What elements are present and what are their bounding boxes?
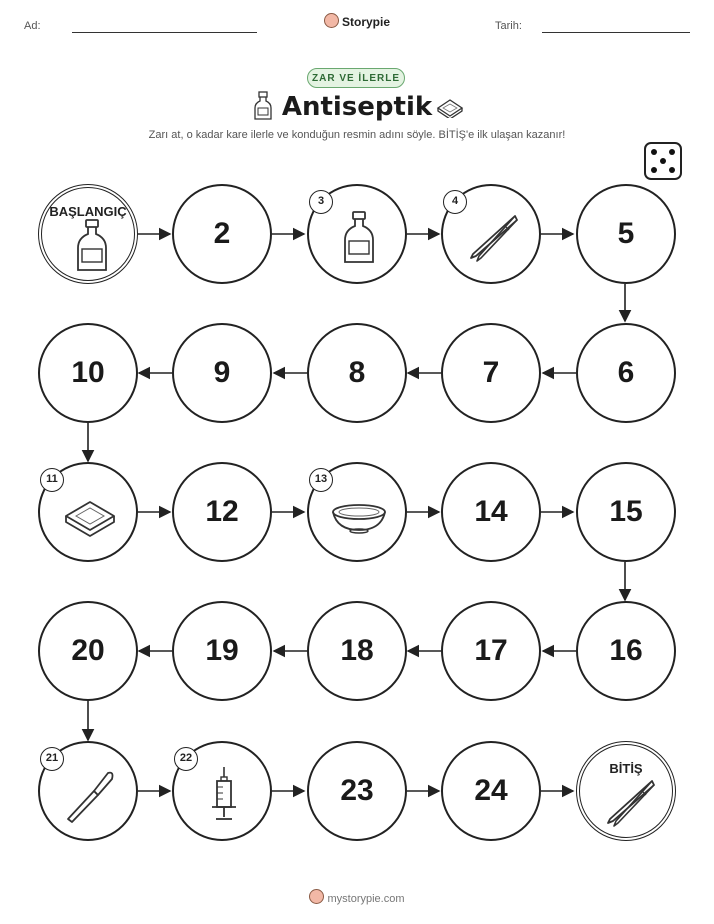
square-number-badge: 22 (174, 747, 198, 771)
square-number: 7 (482, 356, 500, 389)
finish-label: BİTİŞ (609, 761, 643, 776)
board-square-5[interactable] (576, 184, 676, 284)
finish-square[interactable] (576, 741, 676, 841)
board-square-23[interactable] (307, 741, 407, 841)
square-number-badge: 21 (40, 747, 64, 771)
square-number: 9 (213, 356, 231, 389)
footer-url[interactable]: mystorypie.com (327, 893, 405, 905)
square-number: 15 (609, 495, 643, 528)
board-square-18[interactable] (307, 601, 407, 701)
board-square-8[interactable] (307, 323, 407, 423)
square-number-badge: 4 (443, 190, 467, 214)
board-square-19[interactable] (172, 601, 272, 701)
board-square-10[interactable] (38, 323, 138, 423)
board-square-12[interactable] (172, 462, 272, 562)
tweezers-icon (463, 208, 523, 268)
square-number: 16 (609, 634, 643, 667)
board-square-7[interactable] (441, 323, 541, 423)
board-square-16[interactable] (576, 601, 676, 701)
syringe-icon (194, 765, 254, 825)
board-square-15[interactable] (576, 462, 676, 562)
storypie-logo-icon (309, 889, 324, 904)
square-number: 18 (340, 634, 374, 667)
bowl-icon (329, 486, 389, 546)
gauze-icon (60, 486, 120, 546)
square-number: 23 (340, 774, 374, 807)
brand-name: Storypie (341, 15, 390, 29)
board-square-14[interactable] (441, 462, 541, 562)
board-square-6[interactable] (576, 323, 676, 423)
board-square-2[interactable] (172, 184, 272, 284)
square-number-badge: 3 (309, 190, 333, 214)
square-number: 2 (213, 217, 231, 250)
square-number: 10 (71, 356, 105, 389)
board-square-20[interactable] (38, 601, 138, 701)
board-square-9[interactable] (172, 323, 272, 423)
square-number-badge: 13 (309, 468, 333, 492)
square-number: 14 (474, 495, 508, 528)
bottle-icon (329, 208, 389, 268)
board-square-17[interactable] (441, 601, 541, 701)
square-number: 12 (205, 495, 239, 528)
page-title: Antiseptik (281, 92, 433, 122)
square-number-badge: 11 (40, 468, 64, 492)
date-label: Tarih: (495, 20, 522, 32)
instructions: Zarı at, o kadar kare ilerle ve konduğun resmin adını söyle. BİTİŞ'e ilk ulaşan kazanır! (148, 129, 566, 141)
square-number: 19 (205, 634, 239, 667)
square-number: 17 (474, 634, 508, 667)
footer (0, 889, 714, 905)
board-square-24[interactable] (441, 741, 541, 841)
start-label: BAŞLANGIÇ (49, 204, 127, 219)
start-square[interactable] (38, 184, 138, 284)
square-number: 20 (71, 634, 105, 667)
game-type-badge: ZAR VE İLERLE (307, 68, 405, 88)
bottle-icon (62, 216, 122, 276)
square-number: 6 (617, 356, 635, 389)
square-number: 24 (474, 774, 508, 807)
name-label: Ad: (24, 20, 41, 32)
scalpel-icon (60, 765, 120, 825)
square-number: 5 (617, 217, 635, 250)
tweezers-icon (600, 773, 660, 833)
square-number: 8 (348, 356, 366, 389)
